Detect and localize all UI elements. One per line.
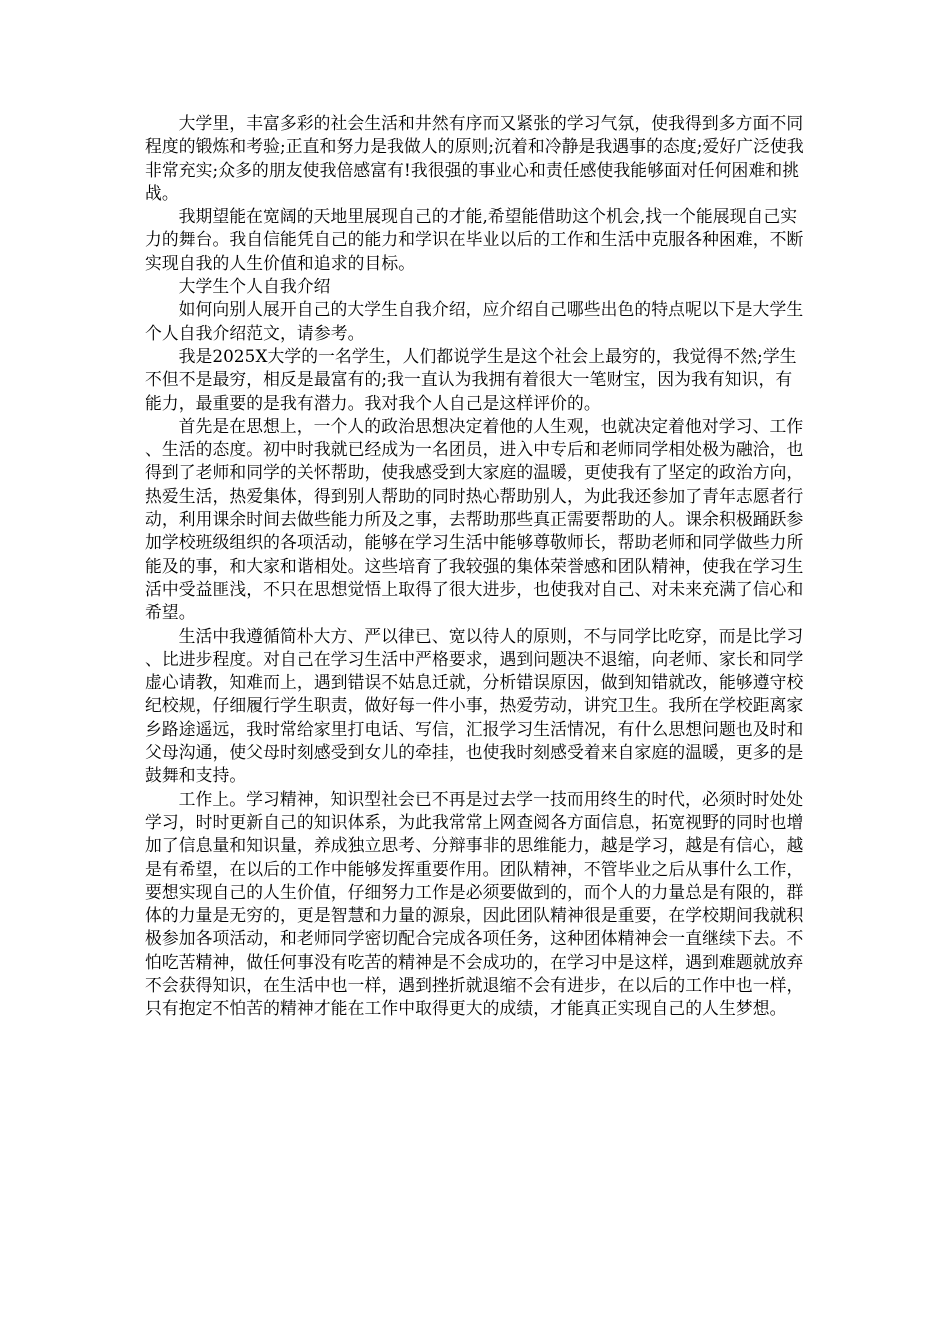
paragraph-life: 生活中我遵循简朴大方、严以律已、宽以待人的原则，不与同学比吃穿，而是比学习、比进步程度。对自己在学习生活中严格要求，遇到问题决不退缩，向老师、家长和同学虚心请教，知难而上，遇到错误不姑息迁就，分析错误原因，做到知错就改，能够遵守校纪校规，仔细履行学生职责，做好每一件小事，热爱劳动，讲究卫生。我所在学校距离家乡路途遥远，我时常给家里打电话、写信，汇报学习生活情况，有什么思想问题也及时和父母沟通，使父母时刻感受到女儿的牵挂，也使我时刻感受着来自家庭的温暖，更多的是鼓舞和支持。 [145, 625, 804, 786]
document-body [145, 112, 805, 1021]
paragraph-university-life: 大学里，丰富多彩的社会生活和井然有序而又紧张的学习气氛，使我得到多方面不同程度的锻炼和考验;正直和努力是我做人的原则;沉着和冷静是我遇事的态度;爱好广泛使我非常充实;众多的朋友使我倍感富有!我很强的事业心和责任感使我能够面对任何困难和挑战。 [145, 113, 804, 203]
paragraph-thought: 首先是在思想上，一个人的政治思想决定着他的人生观，也就决定着他对学习、工作、生活的态度。初中时我就已经成为一名团员，进入中专后和老师同学相处极为融洽，也得到了老师和同学的关怀帮助，使我感受到大家庭的温暖，更使我有了坚定的政治方向，热爱生活，热爱集体，得到别人帮助的同时热心帮助别人，为此我还参加了青年志愿者行动，利用课余时间去做些能力所及之事，去帮助那些真正需要帮助的人。课余积极踊跃参加学校班级组织的各项活动，能够在学习生活中能够尊敬师长，帮助老师和同学做些力所能及的事，和大家和谐相处。这些培育了我较强的集体荣誉感和团队精神，使我在学习生活中受益匪浅，不只在思想觉悟上取得了很大进步，也使我对自己、对未来充满了信心和希望。 [145, 415, 804, 623]
paragraph-expectation: 我期望能在宽阔的天地里展现自己的才能,希望能借助这个机会,找一个能展现自己实力的舞台。我自信能凭自己的能力和学识在毕业以后的工作和生活中克服各种困难，不断实现自我的人生价值和追求的目标。 [145, 206, 804, 273]
paragraph-work: 工作上。学习精神，知识型社会已不再是过去学一技而用终生的时代，必须时时处处学习，时时更新自己的知识体系，为此我常常上网查阅各方面信息，拓宽视野的同时也增加了信息量和知识量，养成独立思考、分辩事非的思维能力，越是学习，越是有信心，越是有希望，在以后的工作中能够发挥重要作用。团队精神，不管毕业之后从事什么工作，要想实现自己的人生价值，仔细努力工作是必须要做到的，而个人的力量总是有限的，群体的力量是无穷的，更是智慧和力量的源泉，因此团队精神很是重要，在学校期间我就积极参加各项活动，和老师同学密切配合完成各项任务，这种团体精神会一直继续下去。不怕吃苦精神，做任何事没有吃苦的精神是不会成功的，在学习中是这样，遇到难题就放弃不会获得知识，在生活中也一样，遇到挫折就退缩不会有进步，在以后的工作中也一样，只有抱定不怕苦的精神才能在工作中取得更大的成绩，才能真正实现自己的人生梦想。 [145, 788, 804, 1019]
section-heading: 大学生个人自我介绍 [178, 276, 331, 297]
paragraph-intro: 如何向别人展开自己的大学生自我介绍，应介绍自己哪些出色的特点呢以下是大学生个人自我介绍范文，请参考。 [145, 299, 804, 343]
paragraph-self-description: 我是2025X大学的一名学生，人们都说学生是这个社会上最穷的，我觉得不然;学生不但不是最穷，相反是最富有的;我一直认为我拥有着很大一笔财宝，因为我有知识，有能力，最重要的是我有潜力。我对我个人自己是这样评价的。 [145, 345, 797, 413]
